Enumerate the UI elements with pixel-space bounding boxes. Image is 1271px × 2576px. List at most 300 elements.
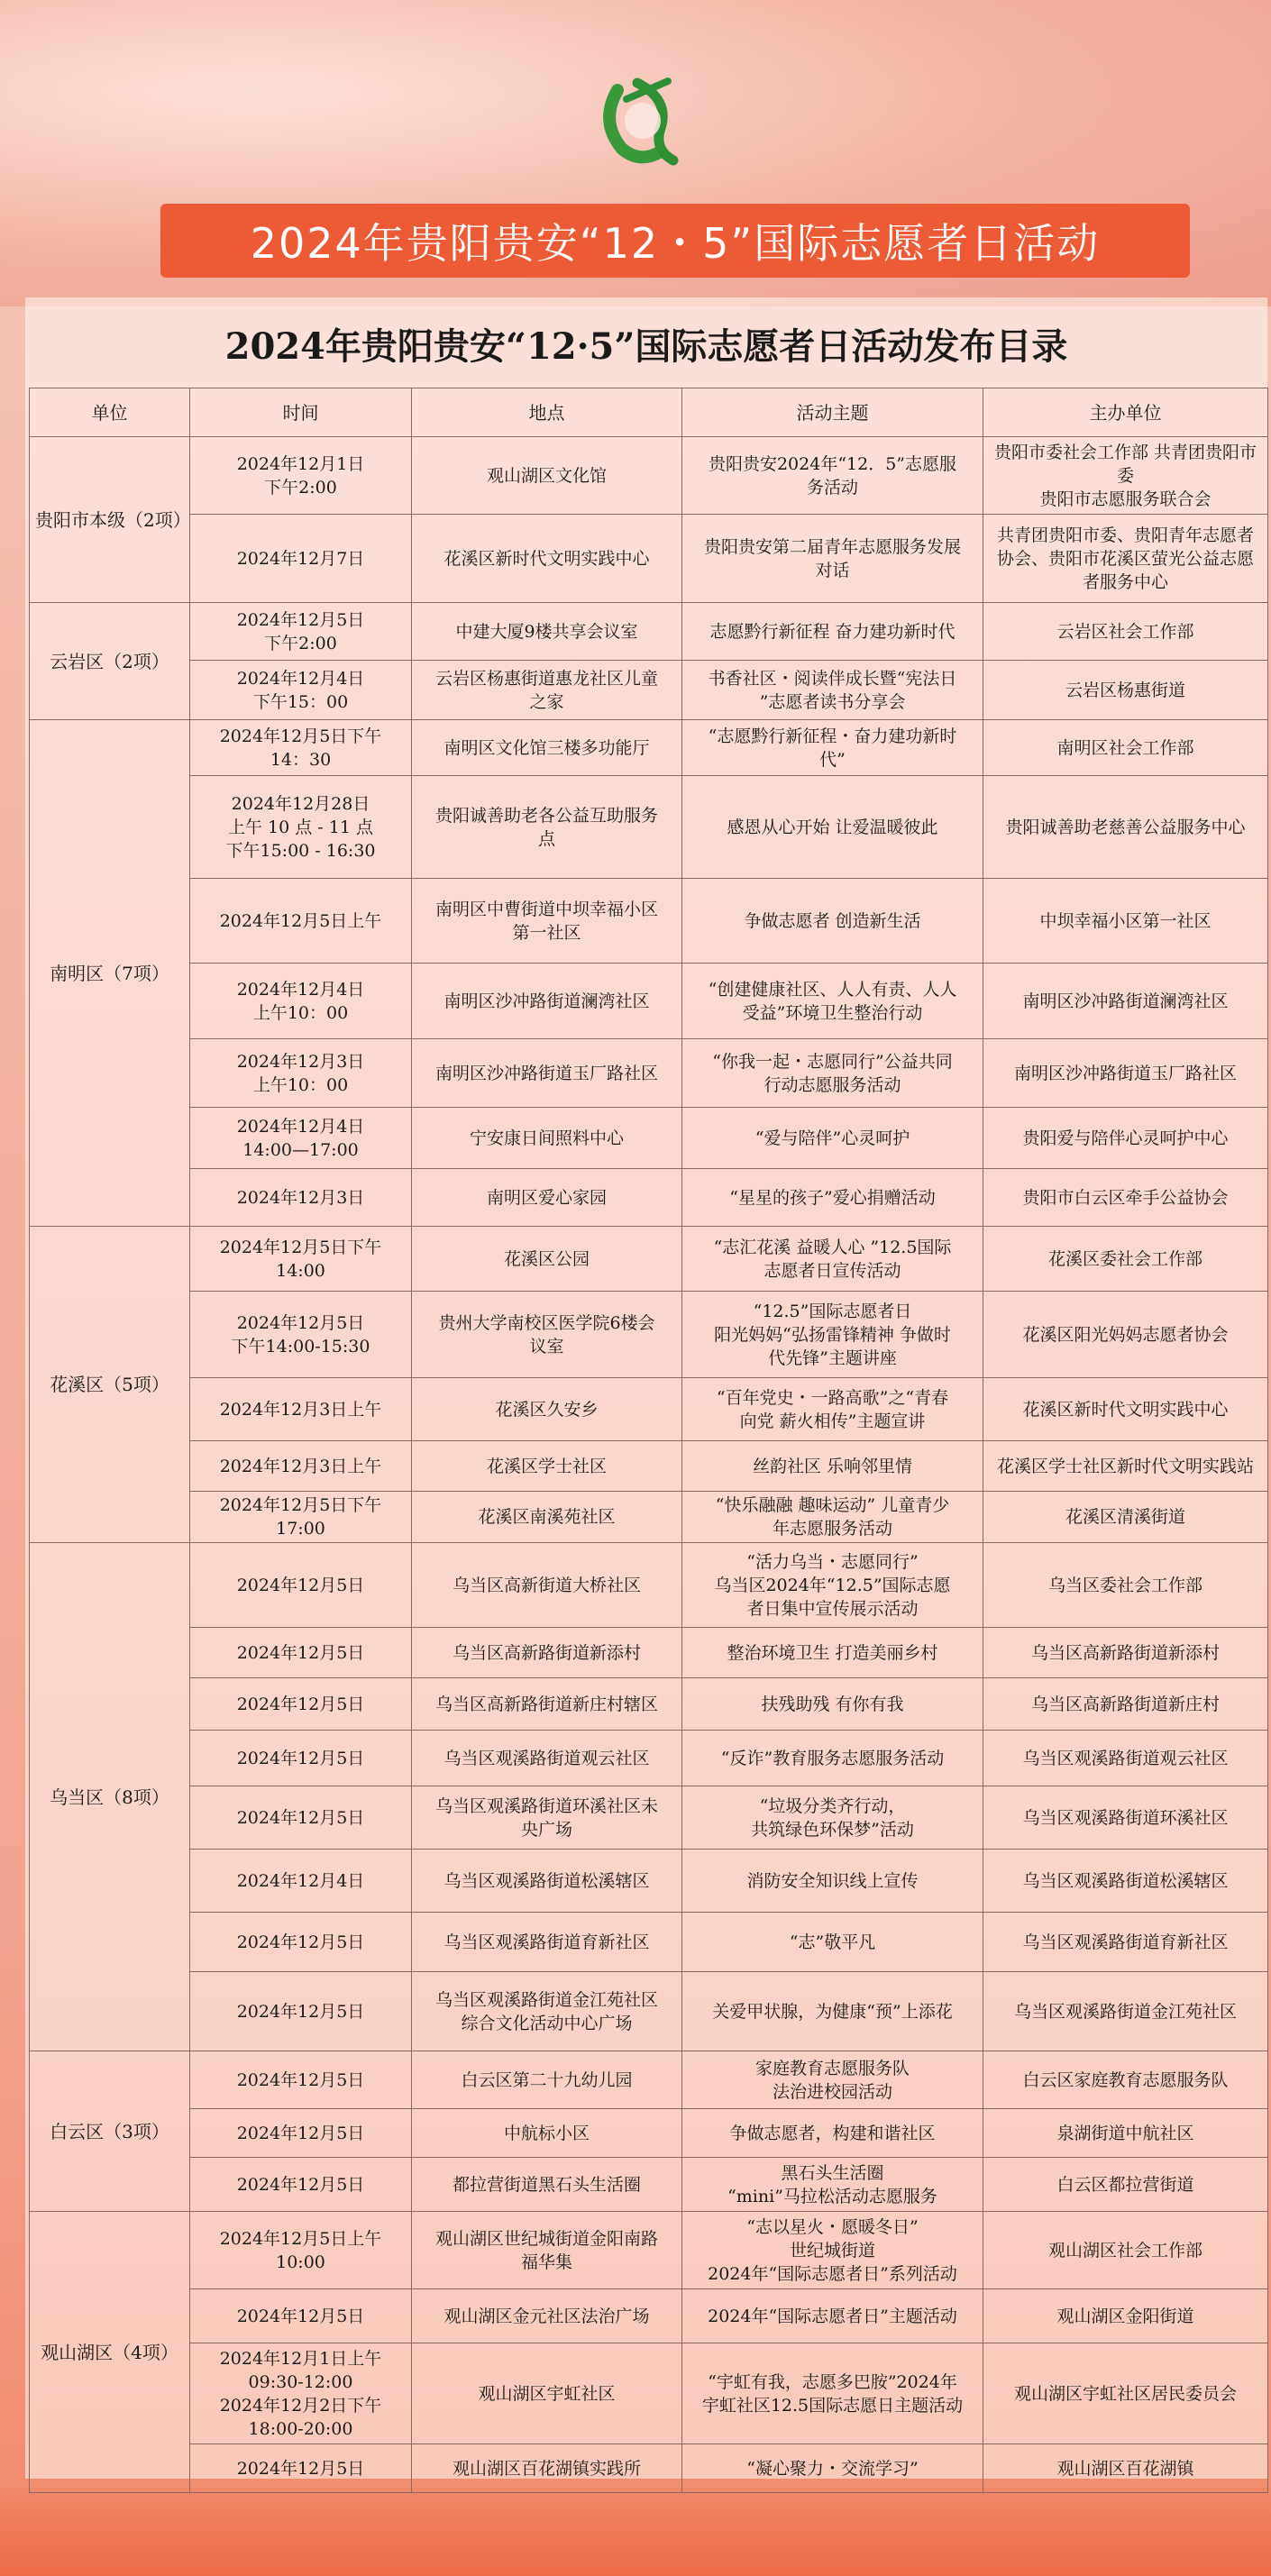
table-row [30, 2109, 1268, 2158]
theme-cell [682, 2109, 983, 2158]
place-cell [412, 2051, 682, 2109]
region-cell: 花溪区（5项） [30, 1227, 190, 1543]
theme-cell-line: 世纪城街道 [789, 2240, 875, 2261]
place-cell-line: 观山湖区文化馆 [486, 465, 607, 486]
time-cell-line: 上午 10 点 - 11 点 [228, 817, 373, 837]
time-cell-line: 2024年12月5日下午 [219, 1495, 382, 1515]
header-organizer: 主办单位 [983, 388, 1268, 437]
time-cell [190, 1850, 412, 1913]
event-banner: 2024年贵阳贵安“12・5”国际志愿者日活动 [160, 204, 1190, 278]
time-cell-line: 17:00 [276, 1519, 325, 1539]
place-cell [412, 603, 682, 661]
place-cell-line: 花溪区久安乡 [495, 1399, 599, 1420]
time-cell-line: 2024年12月5日 [236, 2174, 365, 2195]
theme-cell [682, 2444, 983, 2493]
organizer-cell-line: 观山湖区金阳街道 [1056, 2306, 1194, 2326]
organizer-cell [983, 964, 1268, 1039]
time-cell [190, 1678, 412, 1731]
time-cell-line: 09:30-12:00 [248, 2371, 353, 2392]
time-cell [190, 1786, 412, 1850]
theme-cell [682, 2158, 983, 2212]
theme-cell-line: 贵阳贵安2024年“12．5”志愿服 [708, 453, 957, 474]
bottom-background [0, 2488, 1271, 2576]
theme-cell [682, 1972, 983, 2051]
header-unit: 单位 [30, 388, 190, 437]
theme-cell [682, 1913, 983, 1972]
place-cell-line: 之家 [529, 691, 564, 712]
time-cell-line: 下午2:00 [264, 633, 337, 653]
theme-cell [682, 2051, 983, 2109]
place-cell [412, 2109, 682, 2158]
place-cell-line: 乌当区观溪路街道育新社区 [443, 1932, 650, 1952]
time-cell [190, 1731, 412, 1786]
table-row [30, 2343, 1268, 2444]
time-cell-line: 14:00—17:00 [242, 1139, 359, 1160]
organizer-cell [983, 2289, 1268, 2343]
time-cell [190, 720, 412, 776]
organizer-cell [983, 879, 1268, 964]
place-cell [412, 776, 682, 879]
organizer-cell [983, 1108, 1268, 1169]
place-cell-line: 综合文化活动中心广场 [461, 2013, 633, 2033]
organizer-cell [983, 2109, 1268, 2158]
time-cell [190, 1441, 412, 1492]
place-cell-line: 观山湖区世纪城街道金阳南路 [434, 2228, 658, 2249]
theme-cell-line: 行动志愿服务活动 [764, 1074, 901, 1095]
theme-cell-line: 务活动 [806, 477, 858, 498]
time-cell-line: 2024年12月5日上午 [219, 910, 382, 931]
time-cell-line: 下午15:00 - 16:30 [225, 840, 376, 861]
theme-cell [682, 1628, 983, 1678]
catalog-title: 2024年贵阳贵安“12·5”国际志愿者日活动发布目录 [224, 325, 1068, 368]
theme-cell-line: 整治环境卫生 打造美丽乡村 [727, 1642, 938, 1663]
organizer-cell-line: 泉湖街道中航社区 [1056, 2123, 1194, 2143]
time-cell [190, 1108, 412, 1169]
organizer-cell [983, 437, 1268, 515]
organizer-cell [983, 515, 1268, 603]
organizer-cell-line: 贵阳市志愿服务联合会 [1039, 489, 1212, 509]
place-cell-line: 南明区文化馆三楼多功能厅 [443, 737, 650, 758]
theme-cell-line: 扶残助残 有你有我 [761, 1694, 904, 1714]
place-cell [412, 1441, 682, 1492]
organizer-cell [983, 603, 1268, 661]
organizer-cell [983, 1169, 1268, 1227]
time-cell [190, 1492, 412, 1543]
time-cell-line: 2024年12月2日下午 [219, 2395, 382, 2416]
place-cell-line: 观山湖区金元社区法治广场 [443, 2306, 650, 2326]
time-cell-line: 上午10：00 [252, 1074, 349, 1095]
organizer-cell [983, 661, 1268, 720]
place-cell-line: 花溪区新时代文明实践中心 [443, 548, 650, 569]
theme-cell-line: 代” [819, 749, 846, 770]
time-cell-line: 2024年12月1日上午 [219, 2348, 382, 2369]
organizer-cell-line: 观山湖区社会工作部 [1047, 2240, 1202, 2261]
time-cell [190, 1378, 412, 1441]
theme-cell-line: 志愿黔行新征程 奋力建功新时代 [709, 621, 956, 642]
theme-cell-line: 关爱甲状腺，为健康“预”上添花 [712, 2001, 953, 2022]
organizer-cell [983, 2158, 1268, 2212]
region-cell: 乌当区（8项） [30, 1543, 190, 2051]
table-row [30, 2289, 1268, 2343]
theme-cell-line: 者日集中宣传展示活动 [746, 1598, 919, 1619]
theme-cell-line: 黑石头生活圈 [781, 2162, 884, 2183]
place-cell-line: 宁安康日间照料中心 [469, 1128, 624, 1148]
theme-cell-line: “爱与陪伴”心灵呵护 [754, 1128, 910, 1148]
organizer-cell [983, 2343, 1268, 2444]
theme-cell-line: 丝韵社区 乐响邻里情 [752, 1456, 913, 1476]
organizer-cell-line: 白云区都拉营街道 [1056, 2174, 1194, 2195]
time-cell-line: 2024年12月3日 [236, 1051, 365, 1072]
organizer-cell-line: 云岩区杨惠街道 [1065, 680, 1185, 700]
theme-cell [682, 2343, 983, 2444]
place-cell [412, 1678, 682, 1731]
organizer-cell [983, 1731, 1268, 1786]
time-cell-line: 2024年12月5日 [236, 1642, 365, 1663]
place-cell-line: 云岩区杨惠街道惠龙社区儿童 [434, 668, 658, 689]
theme-cell [682, 1731, 983, 1786]
table-row [30, 879, 1268, 964]
theme-cell-line: 对话 [815, 560, 850, 580]
theme-cell-line: 感恩从心开始 让爱温暖彼此 [727, 817, 938, 837]
time-cell-line: 2024年12月1日 [236, 453, 365, 474]
time-cell [190, 1039, 412, 1108]
table-row [30, 1543, 1268, 1628]
organizer-cell-line: 南明区沙冲路街道澜湾社区 [1022, 991, 1229, 1011]
place-cell [412, 1786, 682, 1850]
time-cell [190, 964, 412, 1039]
theme-cell [682, 1441, 983, 1492]
time-cell-line: 18:00-20:00 [248, 2418, 353, 2439]
table-row [30, 1628, 1268, 1678]
table-row [30, 1378, 1268, 1441]
theme-cell [682, 603, 983, 661]
theme-cell [682, 776, 983, 879]
place-cell [412, 661, 682, 720]
theme-cell-line: “志愿黔行新征程・奋力建功新时 [708, 726, 957, 746]
table-row [30, 1039, 1268, 1108]
time-cell-line: 2024年12月5日 [236, 609, 365, 630]
time-cell-line: 2024年12月3日 [236, 1187, 365, 1208]
table-row [30, 776, 1268, 879]
theme-cell-line: 法治进校园活动 [772, 2081, 892, 2102]
table-row [30, 964, 1268, 1039]
place-cell [412, 2343, 682, 2444]
place-cell-line: 议室 [529, 1336, 564, 1357]
organizer-cell-line: 花溪区阳光妈妈志愿者协会 [1022, 1324, 1229, 1345]
theme-cell [682, 1039, 983, 1108]
theme-cell-line: “志汇花溪 益暖人心 ”12.5国际 [713, 1237, 952, 1257]
time-cell [190, 1227, 412, 1292]
time-cell-line: 下午14:00-15:30 [231, 1336, 370, 1357]
theme-cell [682, 2289, 983, 2343]
organizer-cell [983, 1292, 1268, 1378]
header-time: 时间 [190, 388, 412, 437]
organizer-cell [983, 2212, 1268, 2289]
organizer-cell-line: 协会、贵阳市花溪区萤光公益志愿 [996, 548, 1254, 569]
theme-cell-line: 争做志愿者 创造新生活 [744, 910, 921, 931]
organizer-cell-line: 乌当区高新路街道新庄村 [1030, 1694, 1220, 1714]
organizer-cell-line: 花溪区学士社区新时代文明实践站 [996, 1456, 1254, 1476]
theme-cell [682, 879, 983, 964]
theme-cell-line: 宇虹社区12.5国际志愿日主题活动 [701, 2395, 964, 2416]
table-row [30, 1731, 1268, 1786]
place-cell-line: 南明区沙冲路街道澜湾社区 [443, 991, 650, 1011]
theme-cell-line: “创建健康社区、人人有责、人人 [708, 979, 957, 1000]
table-row [30, 1292, 1268, 1378]
organizer-cell [983, 1543, 1268, 1628]
time-cell-line: 上午10：00 [252, 1002, 349, 1023]
organizer-cell-line: 乌当区观溪路街道金江苑社区 [1013, 2001, 1237, 2022]
time-cell-line: 2024年12月3日上午 [219, 1399, 382, 1420]
theme-cell-line: “志”敬平凡 [789, 1932, 876, 1952]
place-cell-line: 乌当区观溪路街道松溪辖区 [443, 1870, 650, 1891]
time-cell [190, 603, 412, 661]
time-cell-line: 2024年12月7日 [236, 548, 365, 569]
organizer-cell [983, 1378, 1268, 1441]
header-place: 地点 [412, 388, 682, 437]
theme-cell-line: “快乐融融 趣味运动” 儿童青少 [715, 1495, 950, 1515]
time-cell-line: 2024年12月4日 [236, 1116, 365, 1137]
theme-cell [682, 1169, 983, 1227]
place-cell [412, 2289, 682, 2343]
table-row [30, 1850, 1268, 1913]
theme-cell [682, 1378, 983, 1441]
place-cell [412, 1378, 682, 1441]
place-cell [412, 2212, 682, 2289]
time-cell-line: 2024年12月5日 [236, 1575, 365, 1595]
place-cell [412, 720, 682, 776]
place-cell-line: 乌当区高新街道大桥社区 [452, 1575, 641, 1595]
table-row [30, 1972, 1268, 2051]
table-row [30, 515, 1268, 603]
theme-cell [682, 720, 983, 776]
time-cell-line: 2024年12月5日 [236, 2123, 365, 2143]
organizer-cell-line: 乌当区高新路街道新添村 [1030, 1642, 1220, 1663]
place-cell-line: 花溪区南溪苑社区 [478, 1507, 616, 1527]
theme-cell-line: “百年党史・一路高歌”之“青春 [716, 1387, 949, 1408]
theme-cell-line: “宇虹有我，志愿多巴胺”2024年 [708, 2371, 957, 2392]
theme-cell [682, 1678, 983, 1731]
place-cell-line: 乌当区高新路街道新庄村辖区 [434, 1694, 658, 1714]
time-cell [190, 2212, 412, 2289]
table-row [30, 1441, 1268, 1492]
place-cell-line: 乌当区观溪路街道观云社区 [443, 1748, 650, 1768]
theme-cell-line: “12.5”国际志愿者日 [753, 1301, 912, 1321]
theme-cell-line: 消防安全知识线上宣传 [746, 1870, 919, 1891]
table-row [30, 2051, 1268, 2109]
organizer-cell [983, 776, 1268, 879]
table-row [30, 1169, 1268, 1227]
theme-cell-line: “你我一起・志愿同行”公益共同 [712, 1051, 953, 1072]
time-cell-line: 2024年12月5日 [236, 2306, 365, 2326]
theme-cell [682, 1108, 983, 1169]
time-cell [190, 879, 412, 964]
time-cell-line: 2024年12月5日 [236, 1694, 365, 1714]
time-cell [190, 1292, 412, 1378]
organizer-cell [983, 1039, 1268, 1108]
table-row [30, 2212, 1268, 2289]
time-cell-line: 2024年12月5日 [236, 2069, 365, 2090]
time-cell-line: 下午2:00 [264, 477, 337, 498]
place-cell-line: 南明区沙冲路街道玉厂路社区 [434, 1063, 658, 1083]
place-cell [412, 1850, 682, 1913]
organizer-cell-line: 乌当区观溪路街道松溪辖区 [1022, 1870, 1229, 1891]
table-row [30, 603, 1268, 661]
organizer-cell-line: 共青团贵阳市委、贵阳青年志愿者 [996, 525, 1254, 545]
theme-cell-line: 代先锋”主题讲座 [768, 1347, 897, 1368]
place-cell [412, 879, 682, 964]
time-cell [190, 515, 412, 603]
time-cell [190, 2343, 412, 2444]
organizer-cell [983, 2051, 1268, 2109]
time-cell-line: 2024年12月5日下午 [219, 1237, 382, 1257]
theme-cell-line: 争做志愿者，构建和谐社区 [729, 2123, 936, 2143]
place-cell [412, 1731, 682, 1786]
place-cell [412, 1108, 682, 1169]
time-cell [190, 1972, 412, 2051]
time-cell [190, 2444, 412, 2493]
theme-cell-line: 2024年“国际志愿者日”系列活动 [708, 2263, 957, 2284]
theme-cell [682, 1492, 983, 1543]
place-cell-line: 花溪区学士社区 [486, 1456, 607, 1476]
place-cell-line: 白云区第二十九幼儿园 [461, 2069, 633, 2090]
time-cell [190, 776, 412, 879]
place-cell [412, 2158, 682, 2212]
organizer-cell [983, 1441, 1268, 1492]
table-row [30, 1678, 1268, 1731]
place-cell-line: 南明区爱心家园 [486, 1187, 607, 1208]
place-cell [412, 1972, 682, 2051]
region-cell: 白云区（3项） [30, 2051, 190, 2212]
place-cell [412, 437, 682, 515]
time-cell-line: 2024年12月5日 [236, 1748, 365, 1768]
table-row [30, 2158, 1268, 2212]
table-row [30, 720, 1268, 776]
time-cell-line: 2024年12月5日上午 [219, 2228, 382, 2249]
time-cell [190, 1628, 412, 1678]
time-cell-line: 2024年12月5日 [236, 2458, 365, 2479]
organizer-cell-line: 白云区家庭教育志愿服务队 [1022, 2069, 1229, 2090]
place-cell-line: 贵阳诚善助老各公益互助服务 [434, 805, 658, 826]
organizer-cell-line: 乌当区观溪路街道环溪社区 [1022, 1807, 1229, 1828]
theme-cell-line: 志愿者日宣传活动 [764, 1260, 901, 1281]
organizer-cell-line: 乌当区观溪路街道育新社区 [1022, 1932, 1229, 1952]
organizer-cell-line: 花溪区清溪街道 [1065, 1507, 1185, 1527]
place-cell-line: 乌当区观溪路街道环溪社区未 [434, 1795, 658, 1816]
place-cell [412, 1492, 682, 1543]
time-cell-line: 10:00 [276, 2252, 325, 2272]
theme-cell [682, 964, 983, 1039]
place-cell [412, 1543, 682, 1628]
table-row [30, 437, 1268, 515]
theme-cell-line: “垃圾分类齐行动， [759, 1795, 906, 1816]
place-cell-line: 点 [537, 828, 555, 849]
organizer-cell-line: 贵阳市委社会工作部 共青团贵阳市委 [993, 442, 1257, 486]
place-cell [412, 1628, 682, 1678]
theme-cell-line: “星星的孩子”爱心捐赠活动 [729, 1187, 936, 1208]
theme-cell [682, 661, 983, 720]
theme-cell-line: “反诈”教育服务志愿服务活动 [720, 1748, 945, 1768]
time-cell [190, 1543, 412, 1628]
place-cell-line: 第一社区 [512, 922, 581, 943]
region-cell: 云岩区（2项） [30, 603, 190, 720]
time-cell-line: 2024年12月4日 [236, 1870, 365, 1891]
time-cell-line: 2024年12月5日 [236, 2001, 365, 2022]
time-cell-line: 下午15：00 [252, 691, 349, 712]
time-cell-line: 2024年12月5日下午 [219, 726, 382, 746]
table-row [30, 1108, 1268, 1169]
place-cell-line: 都拉营街道黑石头生活圈 [452, 2174, 641, 2195]
time-cell [190, 2109, 412, 2158]
table-row [30, 1492, 1268, 1543]
place-cell-line: 观山湖区宇虹社区 [478, 2383, 616, 2404]
organizer-cell-line: 花溪区新时代文明实践中心 [1022, 1399, 1229, 1420]
header-theme: 活动主题 [682, 388, 983, 437]
theme-cell-line: 向党 薪火相传”主题宣讲 [739, 1411, 926, 1431]
theme-cell-line: “凝心聚力・交流学习” [746, 2458, 919, 2479]
place-cell-line: 乌当区观溪路街道金江苑社区 [434, 1989, 658, 2010]
theme-cell-line: ”志愿者读书分享会 [759, 691, 906, 712]
organizer-cell-line: 贵阳诚善助老慈善公益服务中心 [1005, 817, 1246, 837]
organizer-cell-line: 贵阳市白云区牵手公益协会 [1022, 1187, 1229, 1208]
place-cell-line: 乌当区高新路街道新添村 [452, 1642, 641, 1663]
organizer-cell [983, 1786, 1268, 1850]
time-cell-line: 2024年12月4日 [236, 979, 365, 1000]
time-cell-line: 2024年12月5日 [236, 1807, 365, 1828]
theme-cell [682, 1227, 983, 1292]
place-cell [412, 1039, 682, 1108]
theme-cell-line: “志以星火・愿暖冬日” [746, 2216, 919, 2237]
organizer-cell-line: 贵阳爱与陪伴心灵呵护中心 [1022, 1128, 1229, 1148]
theme-cell-line: 贵阳贵安第二届青年志愿服务发展 [703, 536, 961, 557]
place-cell-line: 中航标小区 [503, 2123, 590, 2143]
theme-cell-line: 受益”环境卫生整治行动 [742, 1002, 923, 1023]
activity-table [29, 388, 1268, 2493]
table-row [30, 2444, 1268, 2493]
region-cell: 贵阳市本级（2项） [30, 437, 190, 603]
theme-cell [682, 1850, 983, 1913]
organizer-cell [983, 2444, 1268, 2493]
organizer-cell [983, 1628, 1268, 1678]
theme-cell [682, 1543, 983, 1628]
organizer-cell [983, 1850, 1268, 1913]
time-cell [190, 437, 412, 515]
table-header-row [30, 388, 1268, 437]
place-cell-line: 贵州大学南校区医学院6楼会 [438, 1312, 655, 1333]
organizer-cell-line: 观山湖区宇虹社区居民委员会 [1013, 2383, 1237, 2404]
region-cell: 南明区（7项） [30, 720, 190, 1227]
table-row [30, 1227, 1268, 1292]
place-cell-line: 南明区中曹街道中坝幸福小区 [434, 899, 658, 919]
place-cell-line: 观山湖区百花湖镇实践所 [452, 2458, 641, 2479]
table-row [30, 1786, 1268, 1850]
table-row [30, 1913, 1268, 1972]
time-cell [190, 661, 412, 720]
time-cell-line: 2024年12月5日 [236, 1932, 365, 1952]
theme-cell-line: 2024年“国际志愿者日”主题活动 [708, 2306, 957, 2326]
place-cell [412, 1227, 682, 1292]
time-cell [190, 2051, 412, 2109]
time-cell-line: 2024年12月28日 [231, 793, 370, 814]
organizer-cell-line: 花溪区委社会工作部 [1047, 1248, 1202, 1269]
organizer-cell-line: 观山湖区百花湖镇 [1056, 2458, 1194, 2479]
place-cell [412, 1169, 682, 1227]
place-cell [412, 964, 682, 1039]
theme-cell [682, 1786, 983, 1850]
organizer-cell-line: 者服务中心 [1082, 571, 1168, 592]
organizer-cell [983, 1678, 1268, 1731]
time-cell-line: 14：30 [270, 749, 332, 770]
